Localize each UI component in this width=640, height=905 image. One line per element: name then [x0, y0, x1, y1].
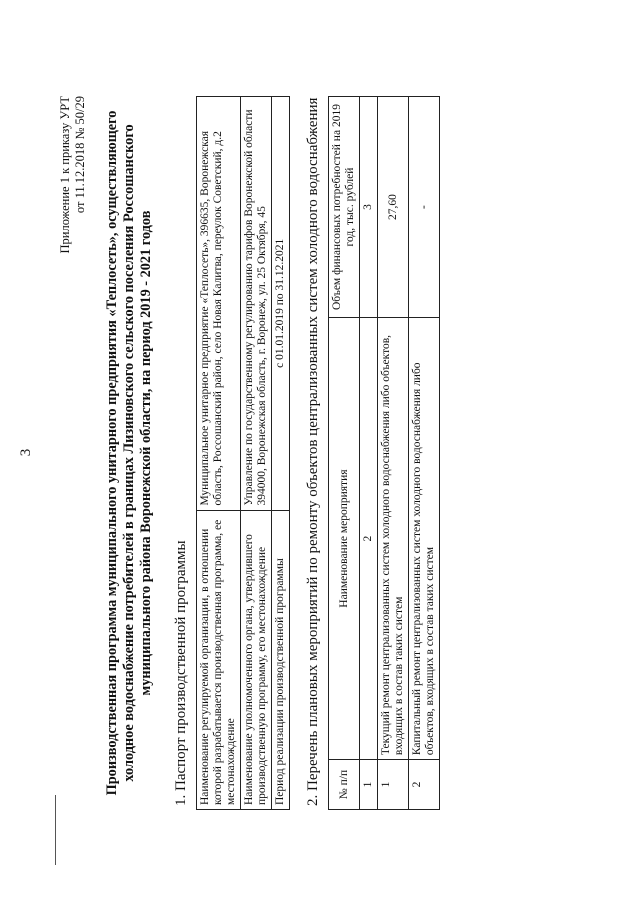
passport-row [241, 97, 272, 810]
title-line-2: холодное водоснабжение потребителей в границах Лизиновского сельского поселения Россошанского [121, 124, 137, 782]
top-rule [55, 795, 56, 865]
approval-order-line: Приложение 1 к приказу УРТ [58, 96, 72, 254]
repair-plan-table-body [360, 97, 440, 810]
table-header-row [329, 97, 360, 810]
passport-value: Управление по государственному регулированию тарифов Воронежской области 394000, Воронежская область, г. Воронеж, ул. 25 Октября, 45 [241, 97, 272, 511]
passport-row [272, 97, 290, 810]
title-line-1: Производственная программа муниципального унитарного предприятия «Теплосеть», осуществляющего [104, 110, 120, 796]
column-number-row [360, 97, 378, 810]
passport-table-body [197, 97, 290, 810]
title-line-3: муниципального района Воронежской области, на период 2019 - 2021 годов [138, 210, 154, 696]
page-number: 3 [18, 448, 34, 457]
passport-value: с 01.01.2019 по 31.12.2021 [272, 97, 290, 511]
header-number: № п/п [329, 760, 360, 810]
passport-label: Наименование регулируемой организации, в отношении которой разрабатывается производственная программа, ее местонахождение [197, 510, 241, 809]
passport-row [197, 97, 241, 810]
passport-value: Муниципальное унитарное предприятие «Теплосеть», 396635, Воронежская область, Россошанский район, село Новая Калитва, переулок Советский, д.2 [197, 97, 241, 511]
row-amount: 27,60 [378, 97, 409, 318]
passport-label: Период реализации производственной программы [272, 510, 290, 809]
row-amount: - [409, 97, 440, 318]
row-measure-name: Текущий ремонт централизованных систем холодного водоснабжения либо объектов, входящих в состав таких систем [378, 318, 409, 760]
row-number: 2 [409, 760, 440, 810]
header-financial-amount: Объем финансовых потребностей на 2019 год, тыс. рублей [329, 97, 360, 318]
table-row [409, 97, 440, 810]
passport-table [196, 96, 290, 810]
approval-note [58, 96, 88, 810]
repair-plan-table-head [329, 97, 360, 810]
section-2-heading: 2. Перечень плановых мероприятий по ремонту объектов централизованных систем холодного водоснабжения [305, 97, 321, 806]
column-number: 3 [360, 97, 378, 318]
section-1-heading: 1. Паспорт производственной программы [173, 540, 189, 806]
column-number: 2 [360, 318, 378, 760]
row-measure-name: Капитальный ремонт централизованных систем холодного водоснабжения либо объектов, входящих в состав таких систем [409, 318, 440, 760]
header-measure-name: Наименование мероприятия [329, 318, 360, 760]
repair-plan-table [328, 96, 440, 810]
column-number: 1 [360, 760, 378, 810]
document-title [104, 96, 155, 810]
table-row [378, 97, 409, 810]
approval-date-line: от 11.12.2018 № 50/29 [73, 96, 87, 214]
row-number: 1 [378, 760, 409, 810]
passport-label: Наименование уполномоченного органа, утвердившего производственную программу, его местонахождение [241, 510, 272, 809]
